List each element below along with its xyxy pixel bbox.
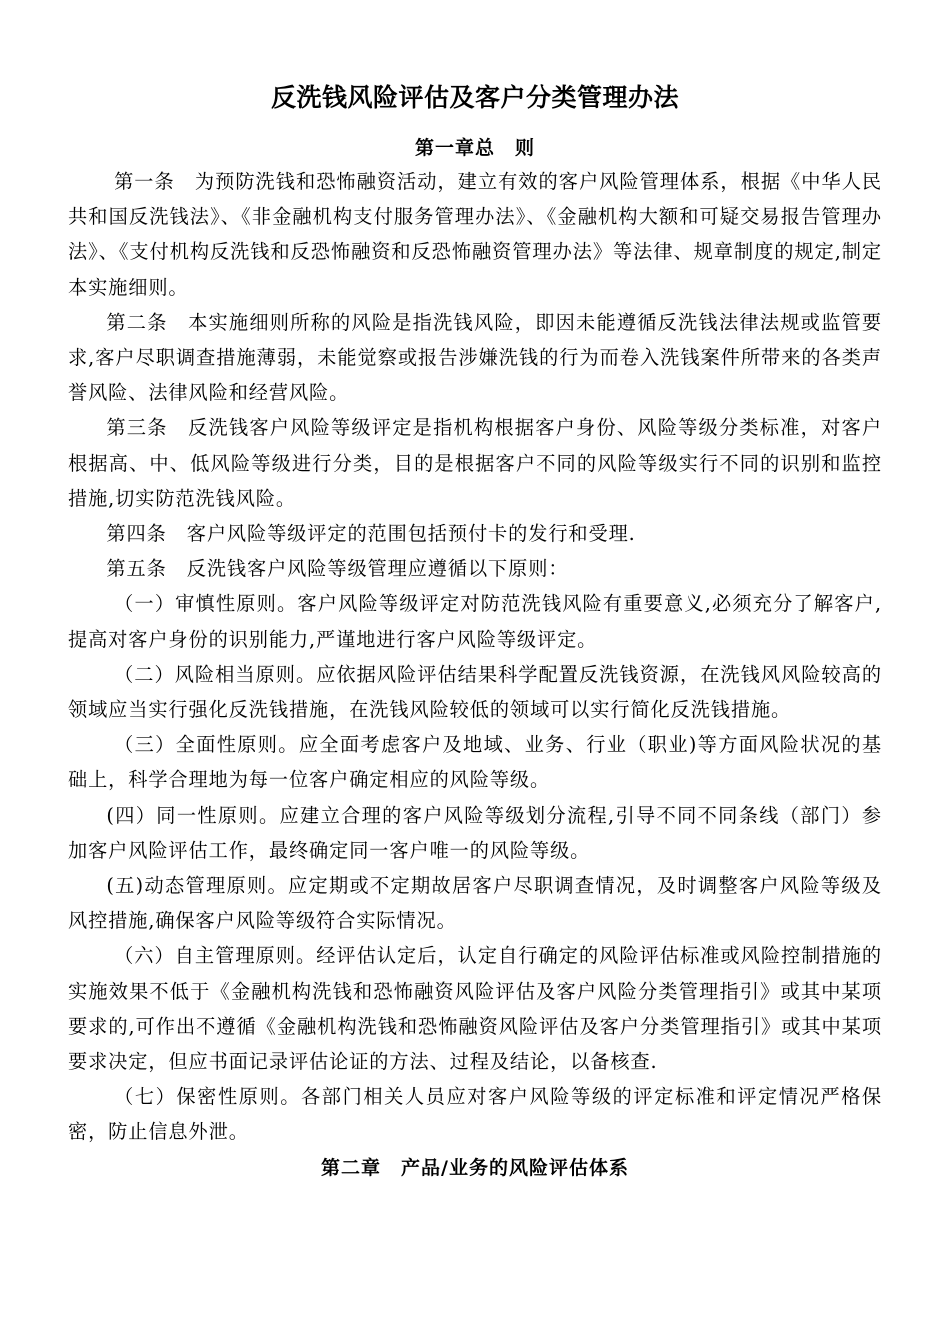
principle-1: （一）审慎性原则。客户风险等级评定对防范洗钱风险有重要意义,必须充分了解客户,提高对客户身份的识别能力,严谨地进行客户风险等级评定。 — [68, 592, 882, 651]
article-1: 第一条 为预防洗钱和恐怖融资活动，建立有效的客户风险管理体系，根据《中华人民共和国反洗钱法》、《非金融机构支付服务管理办法》、《金融机构大额和可疑交易报告管理办法》、《支付机构反洗钱和反恐怖融资和反恐怖融资管理办法》等法律、规章制度的规定,制定本实施细则。 — [68, 170, 882, 299]
principle-3: （三）全面性原则。应全面考虑客户及地域、业务、行业（职业)等方面风险状况的基础上，科学合理地为每一位客户确定相应的风险等级。 — [68, 733, 882, 792]
principle-4: (四）同一性原则。应建立合理的客户风险等级划分流程,引导不同不同条线（部门）参加客户风险评估工作，最终确定同一客户唯一的风险等级。 — [68, 803, 882, 862]
article-3: 第三条 反洗钱客户风险等级评定是指机构根据客户身份、风险等级分类标准，对客户根据高、中、低风险等级进行分类，目的是根据客户不同的风险等级实行不同的识别和监控措施,切实防范洗钱风险。 — [68, 416, 882, 510]
article-4: 第四条 客户风险等级评定的范围包括预付卡的发行和受理. — [106, 522, 636, 546]
principle-6: （六）自主管理原则。经评估认定后，认定自行确定的风险评估标准或风险控制措施的实施效果不低于《金融机构洗钱和恐怖融资风险评估及客户风险分类管理指引》或其中某项要求的,可作出不遵循《金融机构洗钱和恐怖融资风险评估及客户分类管理指引》或其中某项要求决定，但应书面记录评估论证的方法、过程及结论，以备核查. — [68, 944, 882, 1074]
principle-7: （七）保密性原则。各部门相关人员应对客户风险等级的评定标准和评定情况严格保密，防止信息外泄。 — [68, 1085, 882, 1144]
article-5: 第五条 反洗钱客户风险等级管理应遵循以下原则： — [106, 557, 569, 581]
document-title: 反洗钱风险评估及客户分类管理办法 — [270, 83, 679, 112]
article-2: 第二条 本实施细则所称的风险是指洗钱风险，即因未能遵循反洗钱法律法规或监管要求,客户尽职调查措施薄弱，未能觉察或报告涉嫌洗钱的行为而卷入洗钱案件所带来的各类声誉风险、法律风险和经营风险。 — [68, 310, 882, 405]
chapter-2-title: 第二章 产品/业务的风险评估体系 — [321, 1156, 629, 1179]
chapter-1-title: 第一章总 则 — [414, 137, 535, 159]
principle-5: (五)动态管理原则。应定期或不定期故居客户尽职调查情况，及时调整客户风险等级及风控措施,确保客户风险等级符合实际情况。 — [68, 874, 882, 933]
principle-2: （二）风险相当原则。应依据风险评估结果科学配置反洗钱资源，在洗钱风风险较高的领域应当实行强化反洗钱措施，在洗钱风险较低的领域可以实行简化反洗钱措施。 — [68, 662, 882, 722]
